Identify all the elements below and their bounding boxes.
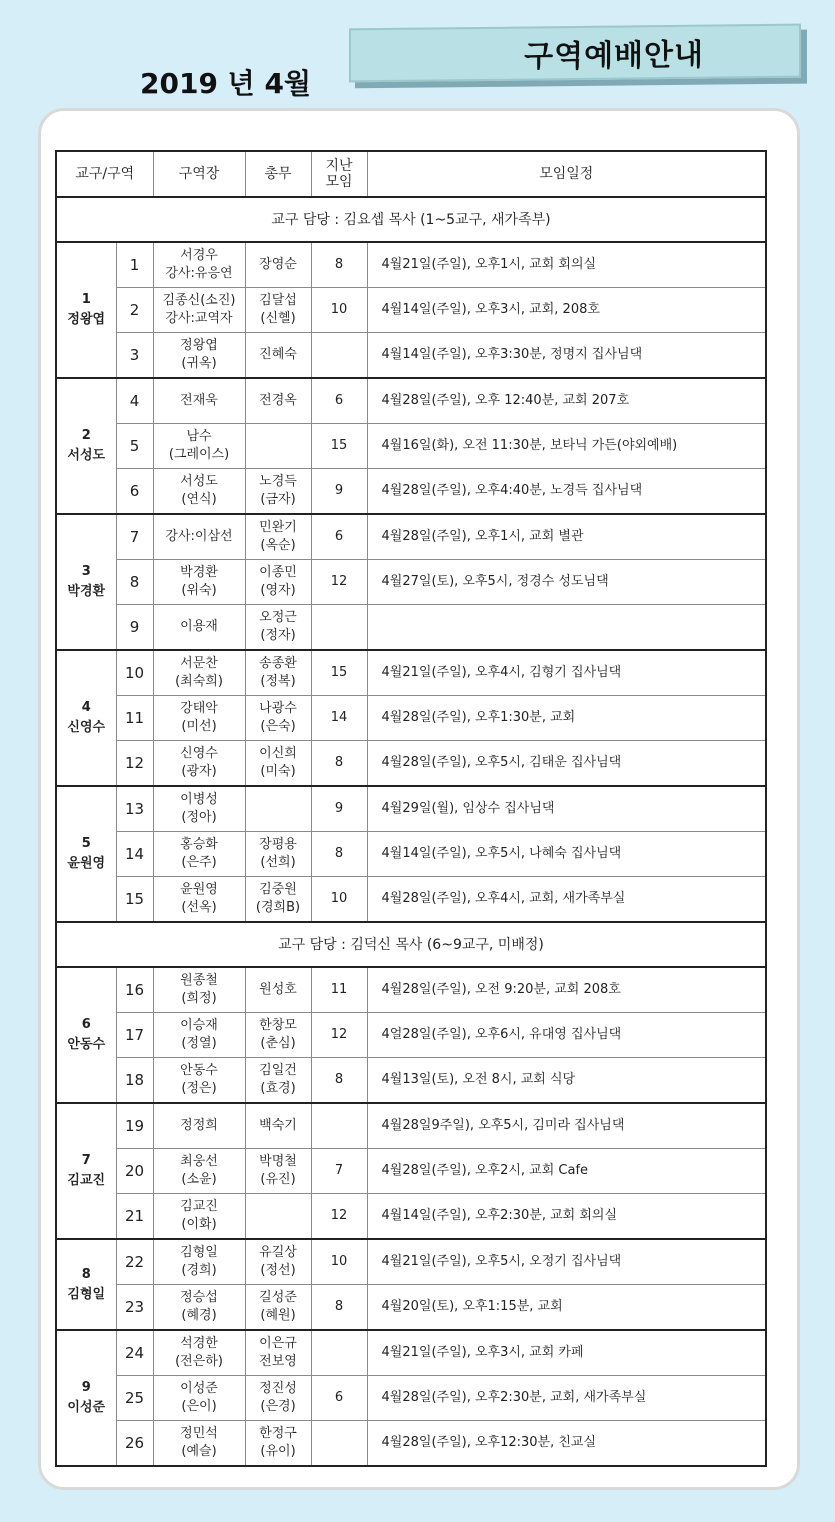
district-leader: 이용재 (153, 605, 245, 651)
district-secretary: 나광수 (은숙) (245, 696, 311, 741)
district-leader: 김교진 (이화) (153, 1194, 245, 1240)
district-leader: 이승재 (정열) (153, 1013, 245, 1058)
district-leader: 최웅선 (소윤) (153, 1149, 245, 1194)
district-secretary: 김달섭 (신혤) (245, 288, 311, 333)
meeting-schedule: 4월28일(주일), 오후4:40분, 노경득 집사님댁 (367, 469, 766, 515)
last-meeting-count: 10 (311, 288, 367, 333)
district-leader: 정승섭 (혜경) (153, 1285, 245, 1331)
district-secretary: 노경득 (금자) (245, 469, 311, 515)
header-row (56, 151, 766, 197)
district-leader: 이성준 (은이) (153, 1376, 245, 1421)
table-row (56, 1285, 766, 1331)
district-secretary: 정진성 (은경) (245, 1376, 311, 1421)
meeting-schedule: 4월14일(주일), 오후3:30분, 정명지 집사님댁 (367, 333, 766, 379)
section-heading: 교구 담당 : 김요셉 목사 (1~5교구, 새가족부) (56, 197, 766, 242)
table-row (56, 1330, 766, 1376)
district-leader: 김종신(소진) 강사:교역자 (153, 288, 245, 333)
last-meeting-count: 6 (311, 1376, 367, 1421)
table-row (56, 1103, 766, 1149)
parish-group-label: 2 서성도 (56, 378, 116, 514)
district-secretary (245, 424, 311, 469)
district-number: 24 (116, 1330, 153, 1376)
meeting-schedule: 4월28일(주일), 오후5시, 김태운 집사님댁 (367, 741, 766, 787)
last-meeting-count: 10 (311, 1239, 367, 1285)
meeting-schedule: 4월21일(주일), 오후1시, 교회 회의실 (367, 242, 766, 288)
table-row (56, 1239, 766, 1285)
column-header-district: 교구/구역 (56, 151, 153, 197)
table-row (56, 832, 766, 877)
district-leader: 안동수 (정은) (153, 1058, 245, 1104)
table-row (56, 1421, 766, 1467)
district-leader: 윤원영 (선옥) (153, 877, 245, 923)
column-header-schedule: 모임일정 (367, 151, 766, 197)
table-row (56, 786, 766, 832)
district-number: 11 (116, 696, 153, 741)
district-secretary: 이종민 (영자) (245, 560, 311, 605)
meeting-schedule: 4월29일(월), 임상수 집사님댁 (367, 786, 766, 832)
district-leader: 이병성 (정아) (153, 786, 245, 832)
meeting-schedule (367, 605, 766, 651)
meeting-schedule: 4월14일(주일), 오후3시, 교회, 208호 (367, 288, 766, 333)
district-leader: 원종철 (희정) (153, 967, 245, 1013)
table-row (56, 1013, 766, 1058)
district-number: 20 (116, 1149, 153, 1194)
parish-group-label: 1 정왕엽 (56, 242, 116, 378)
meeting-schedule: 4얼28일(주일), 오후6시, 유대영 집사님댁 (367, 1013, 766, 1058)
last-meeting-count: 15 (311, 424, 367, 469)
district-number: 1 (116, 242, 153, 288)
district-leader: 서성도 (연식) (153, 469, 245, 515)
district-secretary: 민완기 (옥순) (245, 514, 311, 560)
meeting-schedule: 4월13일(토), 오전 8시, 교회 식당 (367, 1058, 766, 1104)
last-meeting-count: 7 (311, 1149, 367, 1194)
district-number: 14 (116, 832, 153, 877)
last-meeting-count (311, 1421, 367, 1467)
district-secretary: 전경옥 (245, 378, 311, 424)
last-meeting-count (311, 1330, 367, 1376)
district-leader: 전재욱 (153, 378, 245, 424)
section-heading-row (56, 197, 766, 242)
district-number: 23 (116, 1285, 153, 1331)
district-leader: 정정희 (153, 1103, 245, 1149)
district-leader: 서문찬 (최숙희) (153, 650, 245, 696)
district-leader: 강태악 (미선) (153, 696, 245, 741)
table-row (56, 514, 766, 560)
last-meeting-count: 6 (311, 378, 367, 424)
table-row (56, 877, 766, 923)
last-meeting-count: 12 (311, 560, 367, 605)
meeting-schedule: 4월28일(주일), 오후1시, 교회 별관 (367, 514, 766, 560)
last-meeting-count: 14 (311, 696, 367, 741)
table-row (56, 333, 766, 379)
parish-group-label: 4 신영수 (56, 650, 116, 786)
district-number: 9 (116, 605, 153, 651)
table-row (56, 560, 766, 605)
district-number: 5 (116, 424, 153, 469)
district-secretary: 백숙기 (245, 1103, 311, 1149)
meeting-schedule: 4월14일(주일), 오후5시, 나혜숙 집사님댁 (367, 832, 766, 877)
district-number: 2 (116, 288, 153, 333)
last-meeting-count (311, 333, 367, 379)
meeting-schedule: 4월14일(주일), 오후2:30분, 교회 회의실 (367, 1194, 766, 1240)
district-number: 6 (116, 469, 153, 515)
column-header-leader: 구역장 (153, 151, 245, 197)
district-leader: 남수 (그레이스) (153, 424, 245, 469)
meeting-schedule: 4월21일(주일), 오후5시, 오정기 집사님댁 (367, 1239, 766, 1285)
last-meeting-count: 6 (311, 514, 367, 560)
last-meeting-count: 15 (311, 650, 367, 696)
table-row (56, 1149, 766, 1194)
district-leader: 정왕엽 (귀옥) (153, 333, 245, 379)
table-row (56, 605, 766, 651)
district-number: 3 (116, 333, 153, 379)
table-row (56, 378, 766, 424)
parish-group-label: 5 윤원영 (56, 786, 116, 922)
district-number: 18 (116, 1058, 153, 1104)
last-meeting-count: 12 (311, 1013, 367, 1058)
last-meeting-count: 8 (311, 1058, 367, 1104)
district-leader: 신영수 (광자) (153, 741, 245, 787)
last-meeting-count (311, 605, 367, 651)
meeting-schedule: 4월27일(토), 오후5시, 정경수 성도님댁 (367, 560, 766, 605)
period-label: 2019 년 4월 (140, 67, 312, 100)
district-number: 17 (116, 1013, 153, 1058)
district-leader: 김형일 (경희) (153, 1239, 245, 1285)
district-secretary: 이은규 전보영 (245, 1330, 311, 1376)
district-number: 10 (116, 650, 153, 696)
district-secretary: 유길상 (정선) (245, 1239, 311, 1285)
meeting-schedule: 4월16일(화), 오전 11:30분, 보타닉 가든(야외예배) (367, 424, 766, 469)
district-leader: 박경환 (위숙) (153, 560, 245, 605)
table-row (56, 1376, 766, 1421)
district-secretary: 박명철 (유진) (245, 1149, 311, 1194)
last-meeting-count: 8 (311, 832, 367, 877)
meeting-schedule: 4월28일(주일), 오후12:30분, 친교실 (367, 1421, 766, 1467)
district-secretary: 김중원 (경희B) (245, 877, 311, 923)
table-row (56, 1058, 766, 1104)
district-number: 22 (116, 1239, 153, 1285)
table-row (56, 242, 766, 288)
district-number: 4 (116, 378, 153, 424)
column-header-last-meeting: 지난 모임 (311, 151, 367, 197)
last-meeting-count: 8 (311, 1285, 367, 1331)
district-leader: 석경한 (전은하) (153, 1330, 245, 1376)
district-number: 12 (116, 741, 153, 787)
parish-group-label: 6 안동수 (56, 967, 116, 1103)
district-secretary: 한정구 (유이) (245, 1421, 311, 1467)
table-row (56, 288, 766, 333)
district-secretary (245, 786, 311, 832)
parish-group-label: 9 이성준 (56, 1330, 116, 1466)
meeting-schedule: 4월28일(주일), 오후 12:40분, 교회 207호 (367, 378, 766, 424)
last-meeting-count: 11 (311, 967, 367, 1013)
district-secretary: 원성호 (245, 967, 311, 1013)
district-secretary: 장평용 (선희) (245, 832, 311, 877)
district-secretary: 송종환 (정복) (245, 650, 311, 696)
column-header-secretary: 총무 (245, 151, 311, 197)
last-meeting-count: 10 (311, 877, 367, 923)
meeting-schedule: 4월28일(주일), 오후2:30분, 교회, 새가족부실 (367, 1376, 766, 1421)
meeting-schedule: 4월21일(주일), 오후3시, 교회 카페 (367, 1330, 766, 1376)
table-row (56, 967, 766, 1013)
district-secretary: 장영순 (245, 242, 311, 288)
title-banner (349, 24, 801, 83)
district-leader: 서경우 강사:유응연 (153, 242, 245, 288)
district-secretary: 진혜숙 (245, 333, 311, 379)
district-secretary: 오정근 (정자) (245, 605, 311, 651)
district-number: 19 (116, 1103, 153, 1149)
meeting-schedule: 4월21일(주일), 오후4시, 김형기 집사님댁 (367, 650, 766, 696)
last-meeting-count: 9 (311, 469, 367, 515)
last-meeting-count: 8 (311, 242, 367, 288)
district-secretary: 이신희 (미숙) (245, 741, 311, 787)
district-leader: 강사:이삼선 (153, 514, 245, 560)
schedule-table (55, 150, 767, 1467)
district-number: 16 (116, 967, 153, 1013)
last-meeting-count: 12 (311, 1194, 367, 1240)
table-row (56, 741, 766, 787)
meeting-schedule: 4월28일(주일), 오후2시, 교회 Cafe (367, 1149, 766, 1194)
parish-group-label: 3 박경환 (56, 514, 116, 650)
district-leader: 홍승화 (은주) (153, 832, 245, 877)
meeting-schedule: 4월28일(주일), 오전 9:20분, 교회 208호 (367, 967, 766, 1013)
meeting-schedule: 4월28일9주일), 오후5시, 김미라 집사님댁 (367, 1103, 766, 1149)
district-number: 7 (116, 514, 153, 560)
meeting-schedule: 4월28일(주일), 오후1:30분, 교회 (367, 696, 766, 741)
district-secretary (245, 1194, 311, 1240)
district-secretary: 한창모 (춘심) (245, 1013, 311, 1058)
district-number: 8 (116, 560, 153, 605)
district-number: 15 (116, 877, 153, 923)
table-row (56, 696, 766, 741)
district-secretary: 김일건 (효경) (245, 1058, 311, 1104)
district-number: 26 (116, 1421, 153, 1467)
table-row (56, 424, 766, 469)
district-secretary: 길성준 (혜원) (245, 1285, 311, 1331)
section-heading-row (56, 922, 766, 967)
district-leader: 정민석 (예슬) (153, 1421, 245, 1467)
table-row (56, 469, 766, 515)
table-row (56, 650, 766, 696)
district-number: 21 (116, 1194, 153, 1240)
table-row (56, 1194, 766, 1240)
parish-group-label: 8 김형일 (56, 1239, 116, 1330)
meeting-schedule: 4월20일(토), 오후1:15분, 교회 (367, 1285, 766, 1331)
last-meeting-count: 8 (311, 741, 367, 787)
meeting-schedule: 4월28일(주일), 오후4시, 교회, 새가족부실 (367, 877, 766, 923)
last-meeting-count: 9 (311, 786, 367, 832)
parish-group-label: 7 김교진 (56, 1103, 116, 1239)
page-title: 구역예배안내 (524, 37, 704, 75)
district-number: 13 (116, 786, 153, 832)
district-number: 25 (116, 1376, 153, 1421)
last-meeting-count (311, 1103, 367, 1149)
section-heading: 교구 담당 : 김덕신 목사 (6~9교구, 미배정) (56, 922, 766, 967)
